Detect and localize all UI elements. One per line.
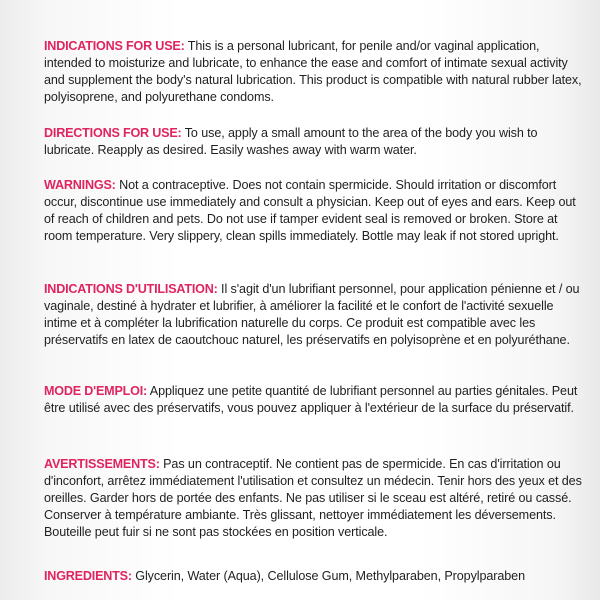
section-heading: MODE D'EMPLOI: [44,384,148,398]
section-heading: DIRECTIONS FOR USE: [44,126,182,140]
section-heading: AVERTISSEMENTS: [44,457,160,471]
section-text: Pas un contraceptif. Ne contient pas de spermicide. En cas d'irritation ou d'inconfort, arrêtez immédiatement l'utilisation et consultez un médecin. Tenir hors des yeux et des oreilles. Garder hors de portée des enfants. Ne pas utiliser si le sceau est altéré, retiré ou cassé. Conserver à température ambiante. Très glissant, nettoyer immédiatement les déversements. Bouteille peut fuir si ne sont pas stockées en position verticale. [44,457,582,539]
warnings-section [44,177,586,245]
section-text: Appliquez une petite quantité de lubrifiant personnel au parties génitales. Peut être utilisé avec des préservatifs, vous pouvez appliquer à l'extérieur de la surface du préservatif. [44,384,578,415]
section-text: To use, apply a small amount to the area of the body you wish to lubricate. Reapply as desired. Easily washes away with warm water. [44,126,538,157]
section-heading: INDICATIONS D'UTILISATION: [44,282,218,296]
section-heading: WARNINGS: [44,178,116,192]
mode-emploi-section [44,383,586,417]
indications-for-use-section [44,38,586,106]
section-text: Il s'agit d'un lubrifiant personnel, pour application pénienne et / ou vaginale, destiné à hydrater et lubrifier, à améliorer la facilité et le confort de l'activité sexuelle intime et à compléter la lubrification naturelle du corps. Ce produit est compatible avec les préservatifs en latex de caoutchouc naturel, les préservatifs en polyisoprène et en polyuréthane. [44,282,580,347]
section-text: Not a contraceptive. Does not contain spermicide. Should irritation or discomfort occur, discontinue use immediately and consult a physician. Keep out of eyes and ears. Keep out of reach of children and pets. Do not use if tamper evident seal is removed or broken. Store at room temperature. Very slippery, clean spills immediately. Bottle may leak if not stored upright. [44,178,576,243]
section-heading: INDICATIONS FOR USE: [44,39,185,53]
section-text: This is a personal lubricant, for penile and/or vaginal application, intended to moisturize and lubricate, to enhance the ease and comfort of intimate sexual activity and supplement the body's natural lubrication. This product is compatible with natural rubber latex, polyisoprene, and polyurethane condoms. [44,39,582,104]
section-heading: INGREDIENTS: [44,569,132,583]
directions-for-use-section [44,125,586,159]
avertissements-section [44,456,586,541]
ingredients-section [44,568,586,585]
indications-utilisation-section [44,281,586,349]
section-text: Glycerin, Water (Aqua), Cellulose Gum, Methylparaben, Propylparaben [135,569,525,583]
